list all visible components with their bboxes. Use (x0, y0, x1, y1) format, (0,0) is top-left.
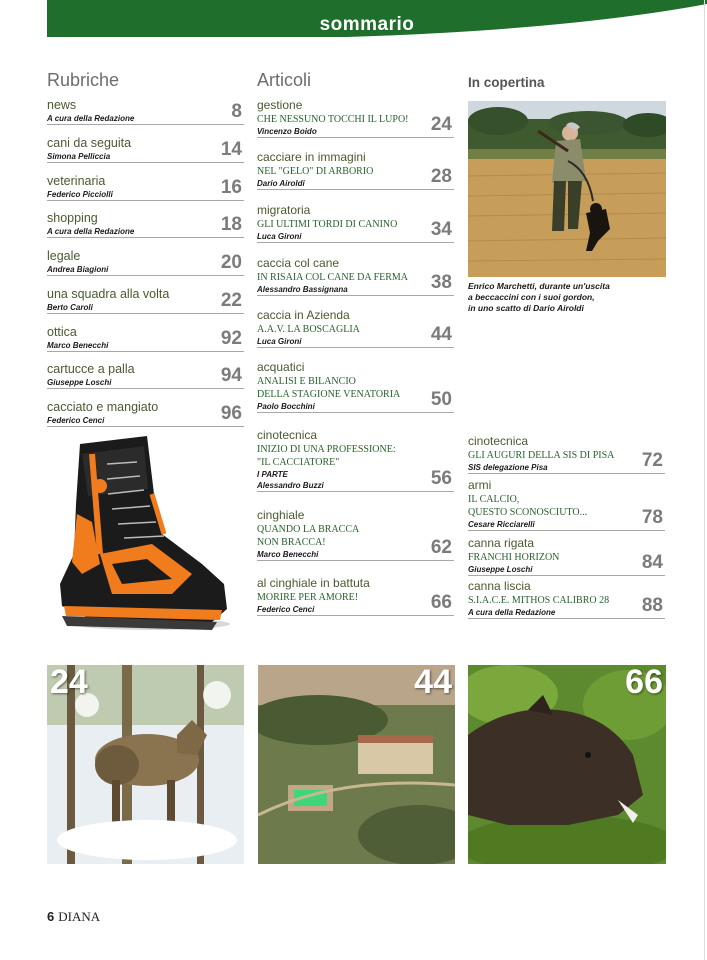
article-section: migratoria (257, 203, 311, 217)
rubrica-section: shopping (47, 211, 98, 225)
article-section: canna rigata (468, 536, 535, 550)
rubrica-entry[interactable] (47, 249, 244, 276)
article-section: cinotecnica (257, 428, 318, 442)
article-headline: A.A.V. LA BOSCAGLIA (257, 324, 360, 335)
article-entry[interactable] (468, 478, 665, 531)
rubrica-entry[interactable] (47, 174, 244, 201)
article-headline: CHE NESSUNO TOCCHI IL LUPO! (257, 114, 409, 125)
rubrica-author: Andrea Biagioni (47, 265, 109, 274)
article-author: SIS delegazione Pisa (468, 463, 548, 472)
article-page: 78 (641, 507, 663, 528)
rubrica-page: 14 (220, 139, 242, 160)
rubrica-entry[interactable] (47, 362, 244, 389)
article-entry[interactable] (468, 579, 665, 619)
rubrica-author: Marco Benecchi (47, 341, 109, 350)
header-banner (47, 0, 707, 38)
article-author: Alessandro Buzzi (257, 481, 324, 490)
article-page: 44 (430, 324, 452, 345)
rubrica-author: Berto Caroli (47, 303, 93, 312)
rubrica-author: Federico Cenci (47, 416, 105, 425)
article-headline: "IL CACCIATORE" (257, 457, 340, 468)
page-edge-divider (704, 0, 705, 960)
article-subtitle: I PARTE (257, 470, 288, 479)
rubrica-page: 16 (220, 177, 242, 198)
article-entry[interactable] (257, 203, 454, 243)
rubrica-author: A cura della Redazione (47, 227, 135, 236)
rubrica-page: 20 (220, 252, 242, 273)
article-page: 62 (430, 537, 452, 558)
article-author: Vincenzo Boido (257, 127, 317, 136)
rubriche-title: Rubriche (47, 70, 120, 90)
rubrica-author: Simona Pelliccia (47, 152, 111, 161)
footer-magazine-name: DIANA (58, 909, 101, 924)
rubrica-page: 92 (220, 328, 242, 349)
article-section: canna liscia (468, 579, 531, 593)
rubrica-section: cacciato e mangiato (47, 400, 159, 414)
hunting-boot-illustration (52, 434, 232, 634)
article-headline: DELLA STAGIONE VENATORIA (257, 389, 401, 400)
copertina-title: In copertina (468, 75, 545, 90)
article-section: caccia col cane (257, 256, 340, 270)
rubrica-entry[interactable] (47, 98, 244, 125)
cover-caption-line: Enrico Marchetti, durante un'uscita (468, 281, 610, 291)
article-entry[interactable] (257, 308, 454, 348)
rubrica-section: legale (47, 249, 81, 263)
article-page: 34 (430, 219, 452, 240)
article-headline: GLI ULTIMI TORDI DI CANINO (257, 219, 398, 230)
rubrica-section: cartucce a palla (47, 362, 135, 376)
article-section: gestione (257, 98, 303, 112)
article-headline: FRANCHI HORIZON (468, 552, 560, 563)
article-author: Marco Benecchi (257, 550, 319, 559)
article-section: al cinghiale in battuta (257, 576, 370, 590)
article-section: caccia in Azienda (257, 308, 350, 322)
photo-estate[interactable] (258, 665, 455, 864)
article-entry[interactable] (257, 256, 454, 296)
article-author: Federico Cenci (257, 605, 315, 614)
rubrica-entry[interactable] (47, 136, 244, 163)
article-page: 56 (430, 468, 452, 489)
article-page: 24 (430, 114, 452, 135)
article-entry[interactable] (468, 434, 665, 474)
article-section: cinotecnica (468, 434, 529, 448)
rubrica-section: news (47, 98, 77, 112)
article-section: cinghiale (257, 508, 305, 522)
article-entry[interactable] (468, 536, 665, 576)
article-author: Paolo Bocchini (257, 402, 315, 411)
rubrica-page: 96 (220, 403, 242, 424)
rubrica-page: 22 (220, 290, 242, 311)
rubrica-author: Giuseppe Loschi (47, 378, 112, 387)
rubrica-entry[interactable] (47, 400, 244, 427)
photo-page-number: 44 (414, 665, 452, 701)
photo-wolf[interactable] (47, 665, 244, 864)
article-headline: ANALISI E BILANCIO (257, 376, 356, 387)
article-page: 50 (430, 389, 452, 410)
rubrica-section: veterinaria (47, 174, 106, 188)
page-title: sommario (319, 14, 415, 35)
footer-page-number: 6 (47, 909, 55, 924)
article-author: A cura della Redazione (468, 608, 556, 617)
article-headline: MORIRE PER AMORE! (257, 592, 359, 603)
photo-boar[interactable] (468, 665, 666, 864)
article-headline: IN RISAIA COL CANE DA FERMA (257, 272, 409, 283)
article-page: 66 (430, 592, 452, 613)
article-author: Alessandro Bassignana (257, 285, 348, 294)
article-entry[interactable] (257, 508, 454, 561)
article-headline: QUESTO SCONOSCIUTO... (468, 507, 588, 518)
rubrica-section: cani da seguita (47, 136, 132, 150)
articoli-title: Articoli (257, 70, 312, 90)
rubrica-section: ottica (47, 325, 77, 339)
article-headline: QUANDO LA BRACCA (257, 524, 360, 535)
article-section: acquatici (257, 360, 305, 374)
article-page: 88 (641, 595, 663, 616)
article-page: 38 (430, 272, 452, 293)
rubrica-entry[interactable] (47, 287, 244, 314)
rubrica-entry[interactable] (47, 325, 244, 352)
photo-page-number: 66 (625, 665, 663, 701)
rubrica-section: una squadra alla volta (47, 287, 170, 301)
cover-caption (468, 281, 668, 314)
article-author: Luca Gironi (257, 232, 302, 241)
article-entry[interactable] (257, 576, 454, 616)
article-section: cacciare in immagini (257, 150, 366, 164)
article-entry[interactable] (257, 98, 454, 138)
article-entry[interactable] (257, 150, 454, 190)
article-page: 84 (641, 552, 663, 573)
rubrica-page: 18 (220, 214, 242, 235)
cover-caption-line: in uno scatto di Dario Airoldi (468, 303, 584, 313)
article-author: Cesare Ricciarelli (468, 520, 535, 529)
article-headline: NEL "GELO" DI ARBORIO (257, 166, 374, 177)
article-headline: S.I.A.C.E. MITHOS CALIBRO 28 (468, 595, 610, 606)
article-headline: GLI AUGURI DELLA SIS DI PISA (468, 450, 615, 461)
article-page: 28 (430, 166, 452, 187)
article-author: Dario Airoldi (257, 179, 305, 188)
photo-page-number: 24 (50, 665, 88, 701)
cover-photo-hunter[interactable] (468, 101, 666, 277)
article-section: armi (468, 478, 492, 492)
rubrica-page: 8 (231, 101, 242, 122)
article-headline: INIZIO DI UNA PROFESSIONE: (257, 444, 396, 455)
cover-caption-line: a beccaccini con i suoi gordon, (468, 292, 595, 302)
rubrica-author: A cura della Redazione (47, 114, 135, 123)
rubrica-entry[interactable] (47, 211, 244, 238)
article-author: Giuseppe Loschi (468, 565, 533, 574)
page-footer (47, 909, 100, 925)
article-headline: IL CALCIO, (468, 494, 520, 505)
article-entry[interactable] (257, 360, 454, 413)
article-page: 72 (641, 450, 663, 471)
article-author: Luca Gironi (257, 337, 302, 346)
article-headline: NON BRACCA! (257, 537, 326, 548)
rubrica-author: Federico Picciolli (47, 190, 113, 199)
article-entry[interactable] (257, 428, 454, 492)
rubrica-page: 94 (220, 365, 242, 386)
